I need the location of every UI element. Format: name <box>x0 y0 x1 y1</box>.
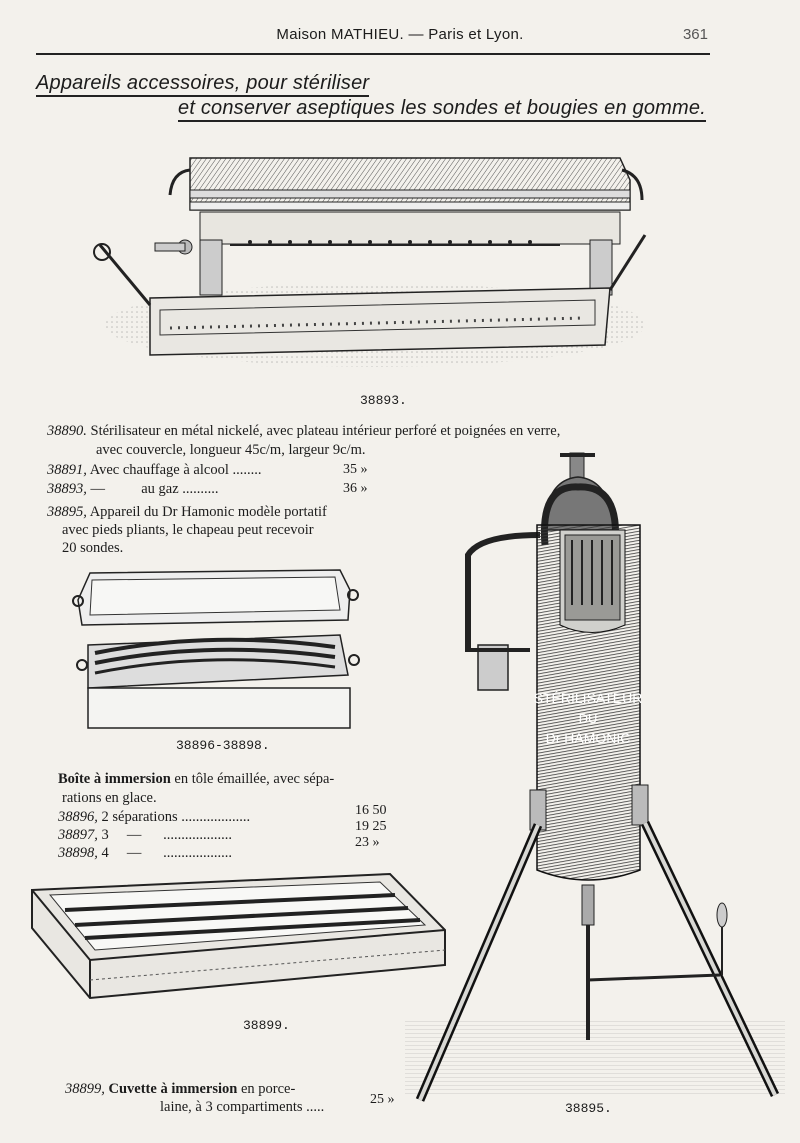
item-ref: 38896, <box>58 809 98 825</box>
sterilizer-ref: 38890. <box>47 423 87 439</box>
header-title: Maison MATHIEU. — Paris et Lyon. <box>276 26 524 43</box>
sterilizer-illustration <box>90 150 660 375</box>
cuvette-line-2: laine, à 3 compartiments ..... <box>160 1099 325 1115</box>
hamonic-sterilizer-illustration <box>400 445 790 1110</box>
sterilizer-item-row <box>47 480 387 498</box>
item-desc: 2 séparations ................... <box>101 809 251 825</box>
item-price: 19 25 <box>355 819 387 834</box>
item-ref: 38893, <box>47 481 87 497</box>
item-desc: 3 — ................... <box>101 827 232 843</box>
immersion-box-line-2: rations en glace. <box>62 790 157 806</box>
item-ref: 38897, <box>58 827 98 843</box>
hamonic-line-3: 20 sondes. <box>62 540 124 556</box>
immersion-item-row <box>58 803 398 826</box>
immersion-box-title <box>58 770 334 788</box>
vessel-label-line1: STÉRILISATEUR <box>533 690 643 706</box>
item-desc: 4 — ................... <box>101 845 232 861</box>
immersion-box-illustration <box>70 565 370 735</box>
cuvette-ref: 38899, <box>65 1081 105 1097</box>
item-price: 35 » <box>343 462 368 477</box>
hamonic-line-1 <box>47 503 327 521</box>
vessel-label-line2: DU <box>578 711 598 726</box>
figure-caption-38893: 38893. <box>360 393 407 408</box>
hamonic-ref: 38895, <box>47 504 87 520</box>
page-header <box>0 26 800 48</box>
figure-caption-38899: 38899. <box>243 1018 290 1033</box>
figure-caption-38896-38898: 38896-38898. <box>176 738 270 753</box>
sterilizer-line-1 <box>47 422 560 440</box>
item-price: 23 » <box>355 835 380 850</box>
item-price: 36 » <box>343 481 368 496</box>
figure-caption-38895: 38895. <box>565 1101 612 1116</box>
section-title-text-1: Appareils accessoires, pour stériliser <box>36 72 369 97</box>
sterilizer-desc: Stérilisateur en métal nickelé, avec plateau intérieur perforé et poignées en verre, <box>90 423 561 439</box>
item-desc: — au gaz .......... <box>90 481 219 497</box>
item-ref: 38891, <box>47 462 87 478</box>
vessel-label-line3: Dr HAMONIC <box>545 730 631 746</box>
hamonic-desc-1: Appareil du Dr Hamonic modèle portatif <box>89 504 327 520</box>
hamonic-line-2: avec pieds pliants, le chapeau peut recevoir <box>62 522 314 538</box>
header-rule <box>36 53 710 55</box>
cuvette-bold: Cuvette à immersion <box>108 1081 238 1097</box>
section-title-line2 <box>178 97 706 120</box>
section-title-text-2: et conserver aseptiques les sondes et bougies en gomme. <box>178 97 706 122</box>
item-ref: 38898, <box>58 845 98 861</box>
section-title-line1 <box>36 72 369 95</box>
immersion-box-title-bold: Boîte à immersion <box>58 771 171 787</box>
sterilizer-item-row <box>47 461 387 479</box>
cuvette-price: 25 » <box>370 1092 395 1107</box>
cuvette-illustration <box>30 870 450 1005</box>
item-desc: Avec chauffage à alcool ........ <box>89 462 262 478</box>
sterilizer-line-2: avec couvercle, longueur 45c/m, largeur 9c/m. <box>96 442 366 458</box>
item-price: 16 50 <box>355 803 387 818</box>
cuvette-line-1 <box>65 1080 295 1098</box>
immersion-item-row <box>58 819 398 844</box>
immersion-box-title-rest: en tôle émaillée, avec sépa- <box>174 771 335 787</box>
page-number: 361 <box>682 26 708 43</box>
cuvette-rest: en porce- <box>240 1081 296 1097</box>
